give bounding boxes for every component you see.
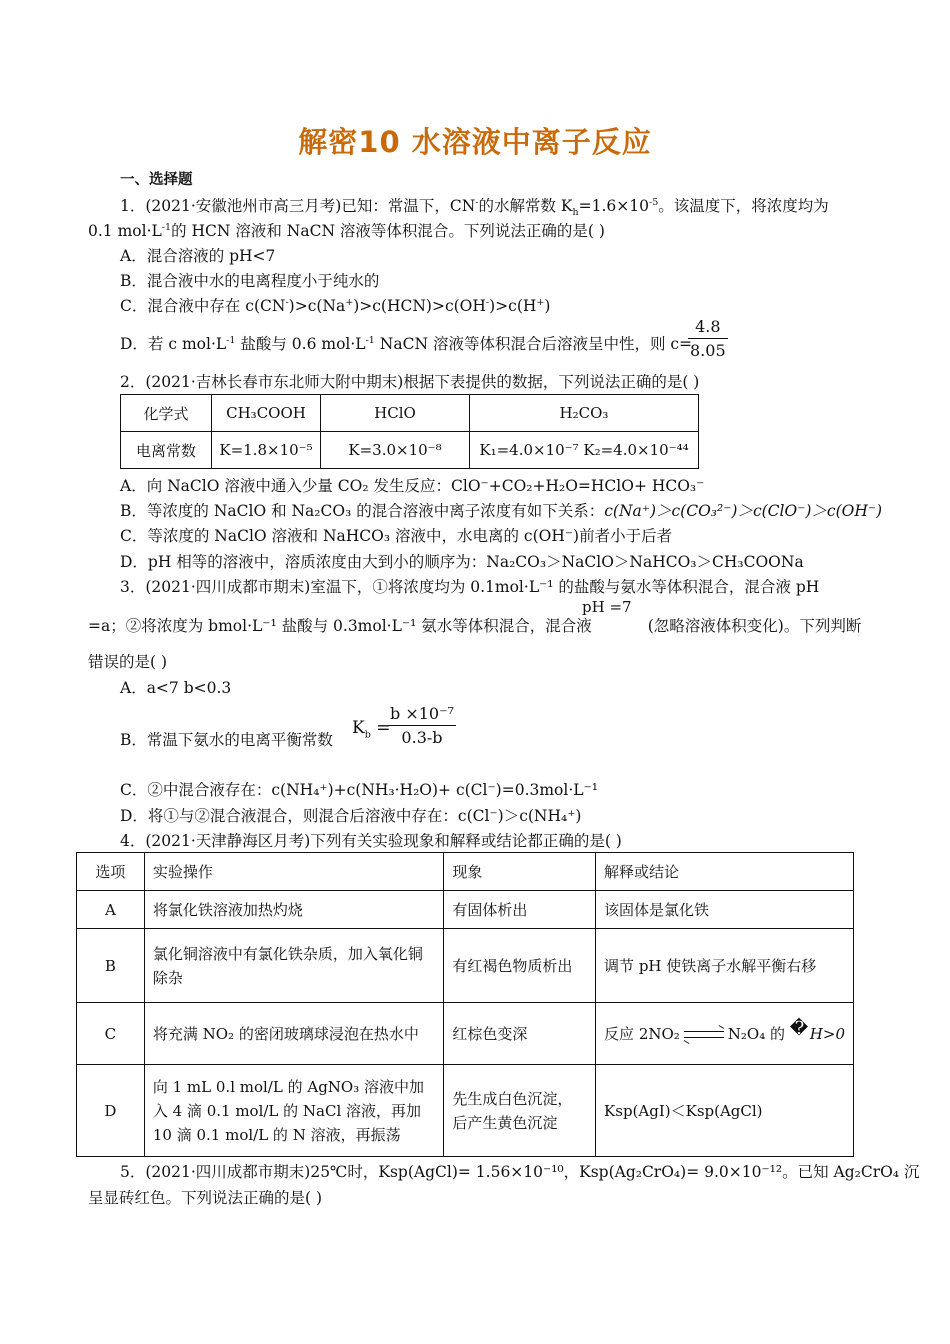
section-heading: 一、选择题	[120, 172, 193, 188]
q3-stem: 3．(2021·四川成都市期末)室温下，①将浓度均为 0.1mol·L⁻¹ 的盐酸与氨水等体积混合，混合液 pH	[120, 578, 820, 596]
table-row	[121, 395, 699, 432]
table-cell: K₁=4.0×10⁻⁷ K₂=4.0×10⁻⁴⁴	[470, 432, 699, 469]
q3-kb-fraction	[388, 704, 456, 747]
q1-option-c: C．混合液中存在 c(CN-)>c(Na+)>c(HCN)>c(OH-)>c(H+)	[120, 296, 551, 315]
q2-option-c: C．等浓度的 NaClO 溶液和 NaHCO₃ 溶液中，水电离的 c(OH⁻)前者小于后者	[120, 527, 673, 545]
table-cell: C	[77, 1003, 145, 1065]
q3-ph-equation: pH =7	[582, 598, 632, 616]
q1-stem-line2: 0.1 $mol\cdot L^{-1}$的 HCN 溶液和 NaCN 溶液等体积混合。下列说法正确的是( )	[88, 221, 605, 240]
table-row	[121, 432, 699, 469]
q2-option-b: B．等浓度的 NaClO 和 Na₂CO₃ 的混合溶液中离子浓度有如下关系：c(Na⁺)＞c(CO₃²⁻)＞c(ClO⁻)＞c(OH⁻)	[120, 502, 883, 520]
q1-option-a: A．混合溶液的 pH<7	[120, 247, 276, 265]
q3-kb-denominator: 0.3-b	[388, 725, 456, 747]
q3-option-b: B．常温下氨水的电离平衡常数	[120, 731, 333, 749]
q4-experiment-table	[76, 852, 854, 1157]
q3-option-a: A．a<7 b<0.3	[120, 679, 232, 697]
table-cell: A	[77, 891, 145, 929]
table-header-cell: 实验操作	[144, 853, 444, 891]
table-cell: CH₃COOH	[212, 395, 321, 432]
q4-stem: 4．(2021·天津静海区月考)下列有关实验现象和解释或结论都正确的是( )	[120, 832, 622, 850]
table-cell: 电离常数	[121, 432, 212, 469]
table-cell: 向 1 mL 0.l mol/L 的 AgNO₃ 溶液中加入 4 滴 0.1 mol/L 的 NaCl 溶液，再加 10 滴 0.1 mol/L 的 N 溶液，再振荡	[144, 1065, 444, 1157]
q3-option-d: D．将①与②混合液混合，则混合后溶液中存在：c(Cl⁻)＞c(NH₄⁺)	[120, 807, 582, 825]
table-row	[77, 1065, 854, 1157]
table-cell: 调节 pH 使铁离子水解平衡右移	[596, 929, 854, 1003]
table-cell: K=1.8×10⁻⁵	[212, 432, 321, 469]
table-cell: 先生成白色沉淀，后产生黄色沉淀	[444, 1065, 596, 1157]
table-cell: 反应 2NO₂ N₂O₄ 的 � H>0	[596, 1003, 854, 1065]
table-cell: 将氯化铁溶液加热灼烧	[144, 891, 444, 929]
table-cell: Ksp(AgI)＜Ksp(AgCl)	[596, 1065, 854, 1157]
q5-stem: 5．(2021·四川成都市期末)25℃时，Ksp(AgCl)= 1.56×10⁻¹⁰，Ksp(Ag₂CrO₄)= 9.0×10⁻¹²。已知 Ag₂CrO₄ 沉	[120, 1163, 920, 1181]
table-cell: 氯化铜溶液中有氯化铁杂质，加入氧化铜除杂	[144, 929, 444, 1003]
table-cell: 化学式	[121, 395, 212, 432]
q3-option-c: C．②中混合液存在：c(NH₄⁺)+c(NH₃·H₂O)+ c(Cl⁻)=0.3mol·L⁻¹	[120, 781, 598, 799]
table-cell: 红棕色变深	[444, 1003, 596, 1065]
equilibrium-arrow-icon	[682, 1028, 726, 1042]
table-cell: B	[77, 929, 145, 1003]
page-title: 解密10 水溶液中离子反应	[298, 125, 652, 159]
table-cell: HClO	[321, 395, 470, 432]
delta-glyph: �	[789, 1017, 809, 1039]
q1-fraction-numerator: 4.8	[695, 317, 721, 336]
table-header-cell: 解释或结论	[596, 853, 854, 891]
q1-fraction	[688, 317, 728, 360]
q3-stem-line3: 错误的是( )	[88, 653, 168, 671]
q3-kb-numerator: b ×10⁻⁷	[390, 704, 454, 723]
table-header-row	[77, 853, 854, 891]
table-cell: 有红褐色物质析出	[444, 929, 596, 1003]
q3-kb-symbol: $K_b$ =	[352, 718, 391, 741]
table-cell: D	[77, 1065, 145, 1157]
table-row	[77, 891, 854, 929]
table-cell: 有固体析出	[444, 891, 596, 929]
q2-stem: 2．(2021·吉林长春市东北师大附中期末)根据下表提供的数据，下列说法正确的是( )	[120, 373, 700, 391]
q1-option-b: B．混合液中水的电离程度小于纯水的	[120, 272, 380, 290]
q2-data-table	[120, 394, 699, 469]
table-cell: K=3.0×10⁻⁸	[321, 432, 470, 469]
q2-option-d: D．pH 相等的溶液中，溶质浓度由大到小的顺序为：Na₂CO₃＞NaClO＞NaHCO₃＞CH₃COONa	[120, 553, 804, 571]
q1-option-d: D．若 c $mol\cdot L^{-1}$ 盐酸与 0.6 $mol\cdot L^{-1}$ NaCN 溶液等体积混合后溶液呈中性，则 c=	[120, 334, 693, 353]
q3-stem-line2: =a；②将浓度为 bmol·L⁻¹ 盐酸与 0.3mol·L⁻¹ 氨水等体积混合，混合液 (忽略溶液体积变化)。下列判断	[88, 617, 862, 635]
table-header-cell: 现象	[444, 853, 596, 891]
table-cell: H₂CO₃	[470, 395, 699, 432]
q2-option-a: A．向 NaClO 溶液中通入少量 CO₂ 发生反应：ClO⁻+CO₂+H₂O=HClO+ HCO₃⁻	[120, 477, 705, 495]
table-header-cell: 选项	[77, 853, 145, 891]
table-row	[77, 1003, 854, 1065]
table-row	[77, 929, 854, 1003]
table-cell: 将充满 NO₂ 的密闭玻璃球浸泡在热水中	[144, 1003, 444, 1065]
q1-fraction-denominator: 8.05	[688, 338, 728, 360]
q1-stem: 1．(2021·安徽池州市高三月考)已知：常温下，CN-的水解常数 $K_h=1.6\times 10^{-5}$。该温度下，将浓度均为	[120, 196, 829, 219]
q5-stem-line2: 呈显砖红色。下列说法正确的是( )	[88, 1189, 323, 1207]
table-cell: 该固体是氯化铁	[596, 891, 854, 929]
